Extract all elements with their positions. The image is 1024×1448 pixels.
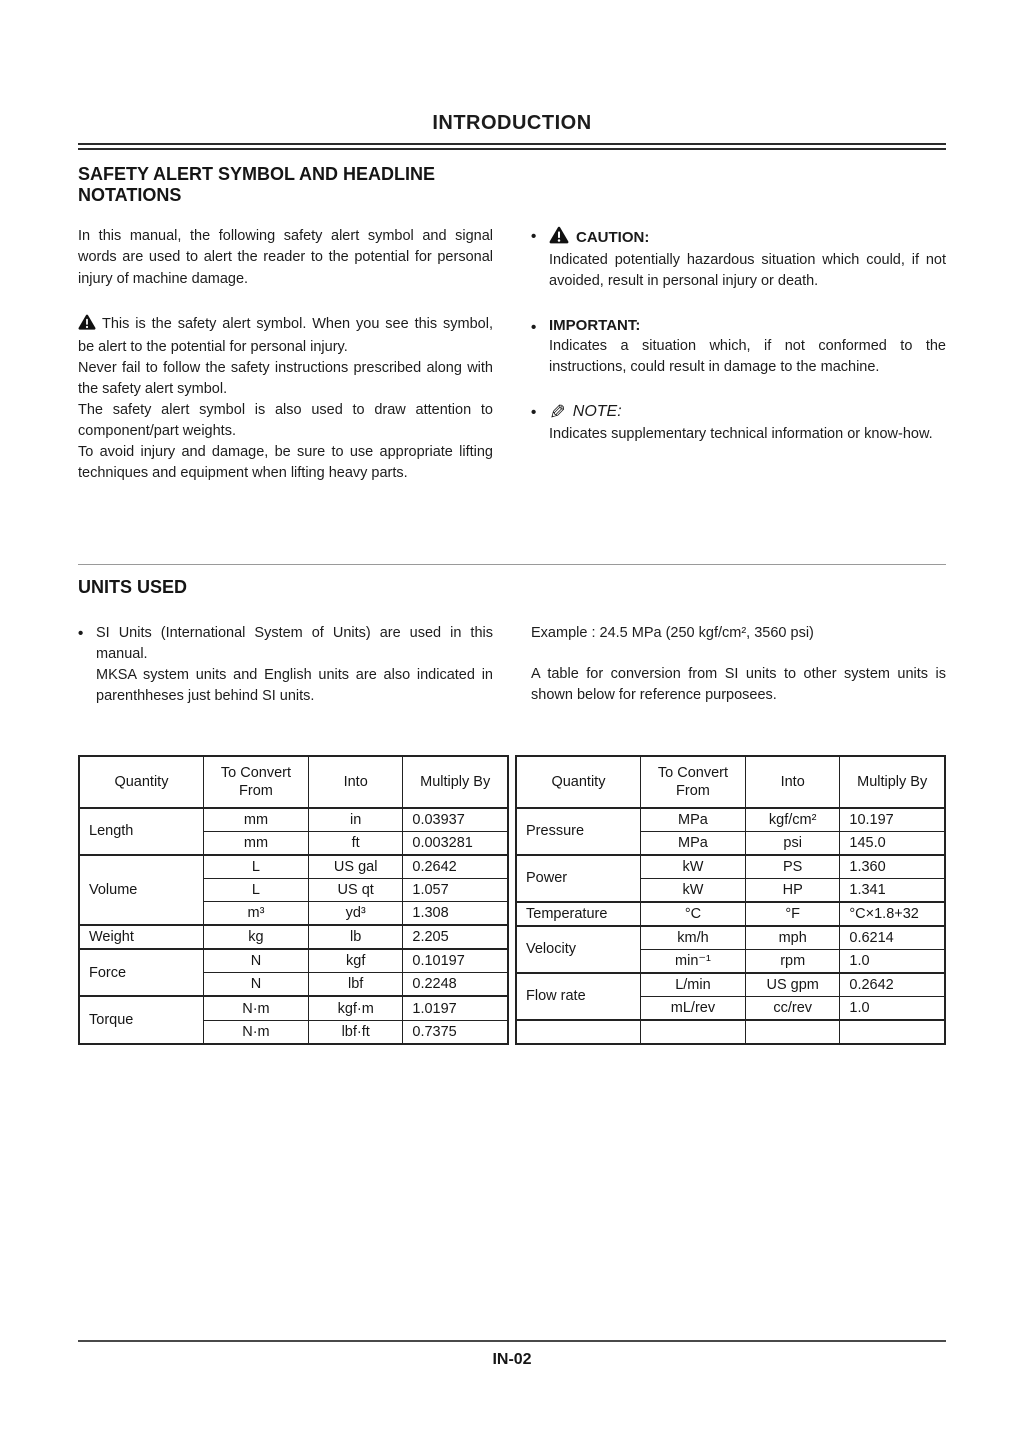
safety-section-columns [78,226,946,514]
safety-paragraph: Never fail to follow the safety instructions prescribed along with the safety alert symbol. [78,359,493,397]
table-header-row [79,756,508,808]
convert-from-cell: N [203,949,308,973]
into-cell: psi [746,831,840,855]
column-header: To Convert From [203,756,308,808]
page-content [78,0,946,1045]
into-cell: HP [746,878,840,902]
footer-rule [78,1340,946,1342]
into-cell: PS [746,855,840,879]
column-header: Into [309,756,403,808]
column-header: Multiply By [840,756,945,808]
conversion-table-right [515,755,946,1045]
multiply-by-cell: 0.003281 [403,831,508,855]
multiply-by-cell: 2.205 [403,925,508,949]
notation-body [549,317,946,378]
notation-label: NOTE: [572,402,622,420]
into-cell: US gal [309,855,403,879]
column-header: Into [746,756,840,808]
quantity-cell: Length [79,808,203,855]
convert-from-cell: mm [203,831,308,855]
multiply-by-cell: 1.0 [840,996,945,1020]
quantity-cell: Pressure [516,808,640,855]
page-footer [78,1340,946,1369]
into-cell: US gpm [746,973,840,997]
units-note-paragraph: A table for conversion from SI units to other system units is shown below for reference purposees. [531,665,946,703]
conversion-tables [78,755,946,1045]
convert-from-cell: kg [203,925,308,949]
units-bullet-item [78,623,493,707]
convert-from-cell: mm [203,808,308,832]
into-cell [746,1020,840,1044]
convert-from-cell: N·m [203,1020,308,1044]
table-row [79,855,508,879]
safety-alert-paragraphs [78,314,493,484]
multiply-by-cell: 1.308 [403,902,508,926]
into-cell: lbf [309,973,403,997]
convert-from-cell: L/min [640,973,745,997]
multiply-by-cell [840,1020,945,1044]
bullet-glyph: • [78,624,84,642]
quantity-cell: Flow rate [516,973,640,1020]
into-cell: ft [309,831,403,855]
multiply-by-cell: 0.10197 [403,949,508,973]
notation-text: Indicated potentially hazardous situation which could, if not avoided, result in personal injury or death. [549,252,946,290]
into-cell: mph [746,926,840,950]
table-header-row [516,756,945,808]
convert-from-cell [640,1020,745,1044]
into-cell: kgf/cm² [746,808,840,832]
quantity-cell: Weight [79,925,203,949]
units-left-column [78,623,493,719]
safety-section-heading: SAFETY ALERT SYMBOL AND HEADLINE NOTATIONS [78,164,436,206]
page-number: IN-02 [492,1351,532,1368]
multiply-by-cell: 0.03937 [403,808,508,832]
quantity-cell: Torque [79,996,203,1043]
multiply-by-cell: 0.2642 [840,973,945,997]
into-cell: lb [309,925,403,949]
multiply-by-cell: 1.341 [840,878,945,902]
units-right-column [531,623,946,719]
notation-label: IMPORTANT: [549,316,641,334]
units-example-line: Example : 24.5 MPa (250 kgf/cm², 3560 psi) [531,624,814,641]
notation-note [531,399,946,445]
pencil-icon: ✎ [549,399,566,424]
into-cell: rpm [746,949,840,973]
convert-from-cell: N [203,973,308,997]
table-row [79,996,508,1020]
table-row [516,926,945,950]
units-section-columns [78,623,946,719]
table-row [79,808,508,832]
convert-from-cell: L [203,878,308,901]
multiply-by-cell: 0.2248 [403,973,508,997]
multiply-by-cell: 10.197 [840,808,945,832]
safety-paragraph: This is the safety alert symbol. When you see this symbol, be alert to the potential for personal injury. [78,315,493,355]
into-cell: °F [746,902,840,926]
safety-paragraph: To avoid injury and damage, be sure to use appropriate lifting techniques and equipment when lifting heavy parts. [78,443,493,481]
multiply-by-cell: 0.6214 [840,926,945,950]
convert-from-cell: L [203,855,308,879]
header-double-rule [78,143,946,150]
into-cell: lbf·ft [309,1020,403,1044]
convert-from-cell: mL/rev [640,996,745,1020]
convert-from-cell: km/h [640,926,745,950]
into-cell: kgf·m [309,996,403,1020]
multiply-by-cell: °C×1.8+32 [840,902,945,926]
column-header: Quantity [516,756,640,808]
convert-from-cell: N·m [203,996,308,1020]
into-cell: US qt [309,878,403,901]
multiply-by-cell: 1.057 [403,878,508,901]
notation-important [531,317,946,378]
units-section-heading: UNITS USED [78,577,188,598]
convert-from-cell: MPa [640,831,745,855]
safety-intro-paragraph: In this manual, the following safety alert symbol and signal words are used to alert the reader to the potential for personal injury of machine damage. [78,228,493,287]
warning-triangle-icon [549,226,569,248]
quantity-cell: Power [516,855,640,902]
convert-from-cell: MPa [640,808,745,832]
notations-column [531,226,946,514]
table-row [516,902,945,926]
notation-text: Indicates supplementary technical information or know-how. [549,425,933,442]
notation-caution [531,226,946,292]
multiply-by-cell: 0.7375 [403,1020,508,1044]
table-row [516,808,945,832]
multiply-by-cell: 0.2642 [403,855,508,879]
multiply-by-cell: 1.0197 [403,996,508,1020]
column-header: Multiply By [403,756,508,808]
safety-left-column [78,226,493,514]
convert-from-cell: kW [640,878,745,902]
warning-triangle-icon [78,314,96,337]
into-cell: cc/rev [746,996,840,1020]
table-row [79,949,508,973]
convert-from-cell: °C [640,902,745,926]
multiply-by-cell: 145.0 [840,831,945,855]
table-row [79,925,508,949]
notation-body [549,399,946,445]
table-row [516,973,945,997]
notation-label: CAUTION: [576,228,650,246]
page-title: INTRODUCTION [432,112,592,134]
units-bullet-line: SI Units (International System of Units) are used in this manual. [96,624,493,662]
into-cell: yd³ [309,902,403,926]
notation-text: Indicates a situation which, if not conformed to the instructions, could result in damage to the machine. [549,337,946,375]
units-bullet-line: MKSA system units and English units are also indicated in parenthheses just behind SI units. [96,666,493,704]
bullet-glyph: • [531,228,537,246]
multiply-by-cell: 1.0 [840,949,945,973]
safety-paragraph: The safety alert symbol is also used to draw attention to component/part weights. [78,401,493,439]
column-header: To Convert From [640,756,745,808]
into-cell: in [309,808,403,832]
bullet-glyph: • [531,403,537,421]
conversion-table-left [78,755,509,1045]
quantity-cell: Temperature [516,902,640,926]
quantity-cell: Velocity [516,926,640,973]
quantity-cell: Force [79,949,203,996]
notation-body [549,226,946,292]
quantity-cell [516,1020,640,1044]
into-cell: kgf [309,949,403,973]
bullet-glyph: • [531,318,537,336]
convert-from-cell: kW [640,855,745,879]
convert-from-cell: min⁻¹ [640,949,745,973]
section-divider-rule [78,564,946,565]
multiply-by-cell: 1.360 [840,855,945,879]
table-row [516,855,945,879]
convert-from-cell: m³ [203,902,308,926]
quantity-cell: Volume [79,855,203,925]
column-header: Quantity [79,756,203,808]
table-row [516,1020,945,1044]
